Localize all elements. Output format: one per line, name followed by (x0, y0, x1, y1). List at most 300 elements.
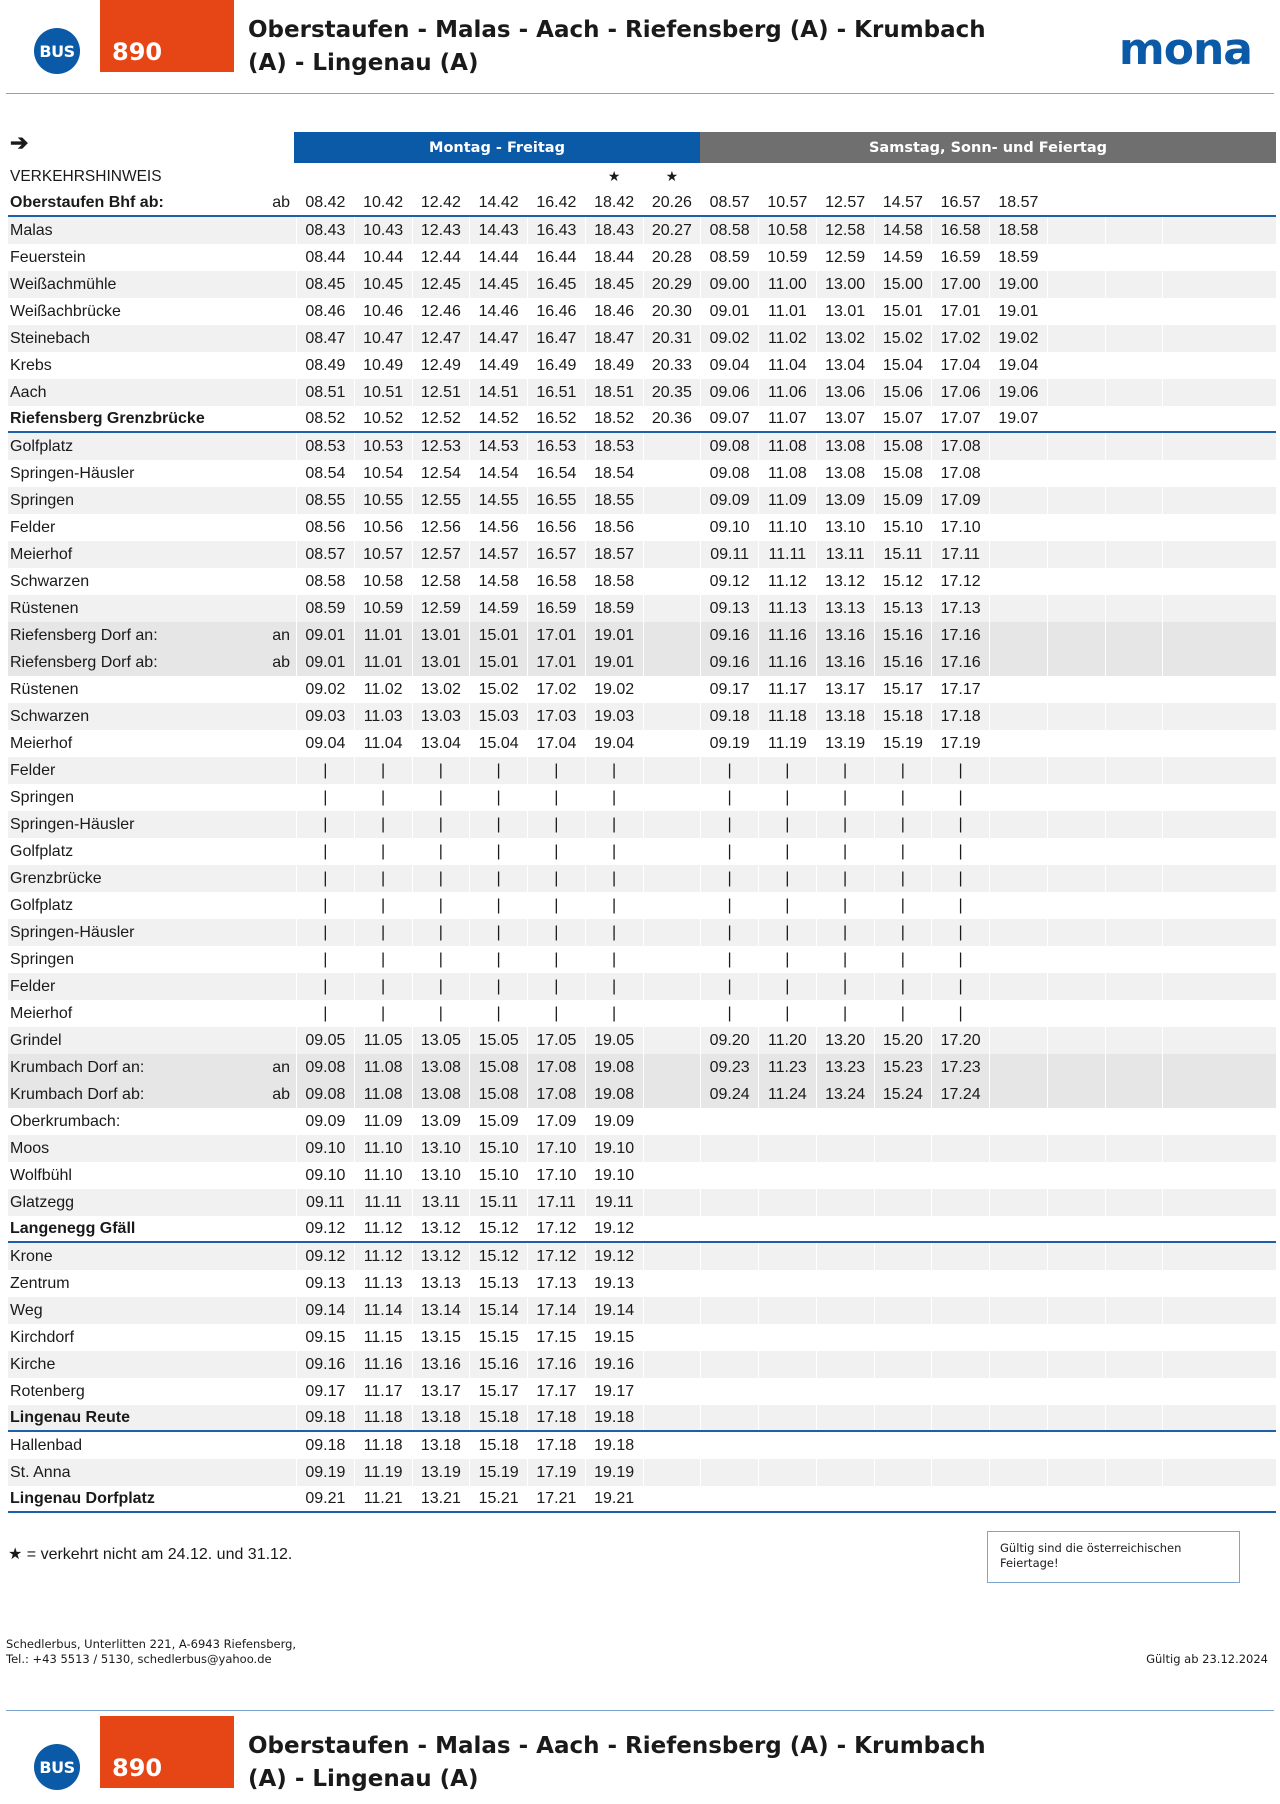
departure-time (874, 1405, 932, 1430)
departure-time (874, 1486, 932, 1511)
departure-time: 13.10 (816, 514, 874, 541)
departure-time: 09.01 (296, 649, 354, 676)
departure-time: 17.16 (527, 1351, 585, 1378)
departure-time: 13.13 (412, 1270, 470, 1297)
departure-time (1047, 892, 1105, 919)
departure-time (1162, 433, 1220, 460)
table-row (8, 217, 1276, 244)
stop-name: Springen (10, 788, 75, 806)
departure-time (1162, 1054, 1220, 1081)
departure-time: 11.19 (354, 1459, 412, 1486)
departure-time (700, 1189, 758, 1216)
table-row (8, 244, 1276, 271)
departure-time: 18.47 (585, 325, 643, 352)
departure-time: 18.43 (585, 217, 643, 244)
departure-time: 09.08 (296, 1081, 354, 1108)
page-header-repeat (0, 1716, 1280, 1804)
departure-time: 08.42 (296, 190, 354, 215)
departure-time (1162, 946, 1220, 973)
departure-time: 17.16 (931, 649, 989, 676)
stop-name: Springen (10, 491, 75, 509)
stop-name: Grenzbrücke (10, 869, 102, 887)
departure-time: 15.12 (469, 1216, 527, 1241)
departure-time (874, 1189, 932, 1216)
departure-time: | (412, 892, 470, 919)
departure-time: 08.58 (700, 217, 758, 244)
departure-time (1105, 433, 1163, 460)
departure-time (643, 919, 701, 946)
departure-time (989, 865, 1047, 892)
departure-time: 08.51 (296, 379, 354, 406)
table-row (8, 460, 1276, 487)
departure-time: 18.59 (585, 595, 643, 622)
departure-time (1162, 379, 1220, 406)
departure-time (1047, 946, 1105, 973)
departure-time: 12.47 (412, 325, 470, 352)
table-row (8, 676, 1276, 703)
departure-time: 10.59 (354, 595, 412, 622)
departure-time (1105, 1351, 1163, 1378)
departure-time (931, 1378, 989, 1405)
departure-time (758, 1405, 816, 1430)
departure-time (1047, 541, 1105, 568)
departure-time: 15.10 (469, 1162, 527, 1189)
departure-time: | (758, 946, 816, 973)
departure-time (1162, 1000, 1220, 1027)
departure-time (1047, 298, 1105, 325)
departure-time: 12.43 (412, 217, 470, 244)
departure-time (931, 1297, 989, 1324)
departure-time (1105, 892, 1163, 919)
departure-time: 17.08 (931, 460, 989, 487)
departure-time: 09.12 (296, 1243, 354, 1270)
departure-time: | (758, 838, 816, 865)
operator-info (6, 1637, 296, 1667)
stop-name: Rüstenen (10, 680, 79, 698)
departure-time (1162, 1108, 1220, 1135)
departure-time: 08.58 (296, 568, 354, 595)
departure-time: 14.54 (469, 460, 527, 487)
departure-time (1047, 676, 1105, 703)
stop-name: Schwarzen (10, 707, 90, 725)
departure-time (816, 1378, 874, 1405)
departure-time: 17.01 (527, 622, 585, 649)
departure-time (989, 1459, 1047, 1486)
departure-time (1105, 946, 1163, 973)
departure-time (931, 1432, 989, 1459)
traffic-hint-row (8, 163, 1276, 190)
departure-time: 13.21 (412, 1486, 470, 1511)
departure-time (643, 838, 701, 865)
table-row (8, 1027, 1276, 1054)
period-weekend: Samstag, Sonn- und Feiertag (700, 132, 1276, 163)
departure-time: 12.59 (412, 595, 470, 622)
departure-time: 10.57 (354, 541, 412, 568)
departure-time (1047, 487, 1105, 514)
departure-time: 09.15 (296, 1324, 354, 1351)
line-number: 890 (100, 1716, 234, 1788)
departure-time: 17.18 (527, 1432, 585, 1459)
departure-time (1105, 379, 1163, 406)
stop-name: Grindel (10, 1031, 62, 1049)
departure-time: 10.54 (354, 460, 412, 487)
departure-time (758, 1135, 816, 1162)
departure-time: 09.24 (700, 1081, 758, 1108)
departure-time: 15.04 (469, 730, 527, 757)
departure-time: 13.06 (816, 379, 874, 406)
departure-time: 19.12 (585, 1243, 643, 1270)
direction-arrow-icon: ➔ (10, 130, 29, 155)
departure-time: 13.01 (412, 649, 470, 676)
departure-time (1105, 1000, 1163, 1027)
table-row (8, 649, 1276, 676)
departure-time (1162, 784, 1220, 811)
table-row (8, 541, 1276, 568)
departure-time: 08.59 (700, 244, 758, 271)
departure-time: 11.09 (354, 1108, 412, 1135)
departure-time (758, 1351, 816, 1378)
departure-time: | (469, 973, 527, 1000)
departure-time (1105, 487, 1163, 514)
departure-time: | (469, 865, 527, 892)
departure-time: | (758, 865, 816, 892)
departure-time: 16.43 (527, 217, 585, 244)
departure-time (1162, 352, 1220, 379)
departure-time: 09.18 (296, 1432, 354, 1459)
departure-time: 13.15 (412, 1324, 470, 1351)
departure-time: 08.52 (296, 406, 354, 431)
departure-time: 17.19 (527, 1459, 585, 1486)
departure-time (1162, 1405, 1220, 1430)
departure-time (1162, 1432, 1220, 1459)
departure-time (1047, 784, 1105, 811)
departure-time: | (700, 1000, 758, 1027)
arrival-departure-mark: ab (272, 193, 290, 211)
departure-time (1047, 1351, 1105, 1378)
departure-time: 14.57 (469, 541, 527, 568)
departure-time (1105, 244, 1163, 271)
stop-name: Riefensberg Dorf an: (10, 626, 158, 644)
stop-name: Kirchdorf (10, 1328, 75, 1346)
departure-time: 17.18 (931, 703, 989, 730)
departure-time: 11.06 (758, 379, 816, 406)
departure-time (700, 1216, 758, 1241)
departure-time (1105, 1216, 1163, 1241)
departure-time (643, 514, 701, 541)
departure-time: 14.45 (469, 271, 527, 298)
departure-time (1047, 1216, 1105, 1241)
departure-time: 13.02 (412, 676, 470, 703)
departure-time: 13.03 (412, 703, 470, 730)
departure-time (931, 1351, 989, 1378)
departure-time (1105, 919, 1163, 946)
departure-time: 11.11 (758, 541, 816, 568)
departure-time: 11.13 (758, 595, 816, 622)
departure-time (1162, 1216, 1220, 1241)
hint-cell (758, 163, 816, 190)
departure-time (1105, 649, 1163, 676)
arrival-departure-mark: ab (272, 653, 290, 671)
departure-time: 11.13 (354, 1270, 412, 1297)
departure-time: 18.52 (585, 406, 643, 431)
departure-time: 20.33 (643, 352, 701, 379)
departure-time: 14.49 (469, 352, 527, 379)
departure-time: 13.17 (412, 1378, 470, 1405)
table-row (8, 730, 1276, 757)
departure-time: 08.46 (296, 298, 354, 325)
departure-time: | (758, 784, 816, 811)
departure-time (989, 1216, 1047, 1241)
departure-time: 08.54 (296, 460, 354, 487)
departure-time: 10.53 (354, 433, 412, 460)
departure-time (816, 1297, 874, 1324)
departure-time: 17.06 (931, 379, 989, 406)
stop-name: Felder (10, 518, 56, 536)
departure-time (989, 811, 1047, 838)
departure-time: 17.09 (527, 1108, 585, 1135)
departure-time (1162, 1486, 1220, 1511)
departure-time (700, 1459, 758, 1486)
departure-time: | (469, 1000, 527, 1027)
departure-time: 15.18 (469, 1405, 527, 1430)
table-row (8, 703, 1276, 730)
departure-time: 09.19 (700, 730, 758, 757)
departure-time (1047, 271, 1105, 298)
departure-time: | (700, 811, 758, 838)
table-row (8, 1000, 1276, 1027)
departure-time: | (931, 784, 989, 811)
departure-time (643, 1000, 701, 1027)
table-row (8, 1405, 1276, 1432)
table-row (8, 973, 1276, 1000)
departure-time: 13.13 (816, 595, 874, 622)
departure-time: 10.58 (758, 217, 816, 244)
departure-time (1162, 568, 1220, 595)
departure-time: 13.01 (816, 298, 874, 325)
departure-time: 13.08 (816, 460, 874, 487)
departure-time: | (354, 784, 412, 811)
arrival-departure-mark: ab (272, 1085, 290, 1103)
departure-time: 10.58 (354, 568, 412, 595)
departure-time (700, 1324, 758, 1351)
departure-time: 16.57 (527, 541, 585, 568)
departure-time (1047, 1324, 1105, 1351)
departure-time (1105, 352, 1163, 379)
departure-time: 09.07 (700, 406, 758, 431)
departure-time: 09.09 (296, 1108, 354, 1135)
departure-time (1105, 838, 1163, 865)
departure-time: 09.21 (296, 1486, 354, 1511)
departure-time (1162, 811, 1220, 838)
departure-time: | (527, 919, 585, 946)
departure-time (643, 784, 701, 811)
departure-time (874, 1243, 932, 1270)
stop-name: Golfplatz (10, 896, 74, 914)
departure-time: 08.47 (296, 325, 354, 352)
departure-time: 08.57 (296, 541, 354, 568)
departure-time: 17.04 (527, 730, 585, 757)
departure-time (1047, 622, 1105, 649)
table-row (8, 946, 1276, 973)
departure-time (1162, 325, 1220, 352)
departure-time: 09.05 (296, 1027, 354, 1054)
departure-time: | (874, 973, 932, 1000)
departure-time: 09.11 (296, 1189, 354, 1216)
departure-time: 17.08 (931, 433, 989, 460)
departure-time: 11.16 (758, 622, 816, 649)
departure-time (643, 1486, 701, 1511)
departure-time: | (585, 784, 643, 811)
departure-time: 15.16 (874, 622, 932, 649)
departure-time: 11.00 (758, 271, 816, 298)
departure-time (989, 1486, 1047, 1511)
departure-time: 08.44 (296, 244, 354, 271)
departure-time (989, 1324, 1047, 1351)
departure-time: 09.08 (700, 460, 758, 487)
departure-time: 20.31 (643, 325, 701, 352)
table-row (8, 757, 1276, 784)
departure-time (1047, 352, 1105, 379)
departure-time: 13.16 (412, 1351, 470, 1378)
departure-time: 19.04 (989, 352, 1047, 379)
departure-time: | (816, 784, 874, 811)
departure-time: 17.13 (527, 1270, 585, 1297)
departure-time (989, 622, 1047, 649)
departure-time: | (585, 865, 643, 892)
departure-time: | (816, 973, 874, 1000)
departure-time (1105, 1108, 1163, 1135)
departure-time: 11.12 (354, 1243, 412, 1270)
departure-time (643, 595, 701, 622)
departure-time (931, 1135, 989, 1162)
departure-time: 17.08 (527, 1081, 585, 1108)
departure-time (1162, 271, 1220, 298)
departure-time: 18.59 (989, 244, 1047, 271)
departure-time: 14.51 (469, 379, 527, 406)
departure-time (816, 1324, 874, 1351)
stop-name: Krumbach Dorf ab: (10, 1085, 145, 1103)
departure-time: 09.04 (296, 730, 354, 757)
departure-time (1162, 1081, 1220, 1108)
stop-name: Riefensberg Dorf ab: (10, 653, 158, 671)
departure-time (643, 1324, 701, 1351)
table-row (8, 1297, 1276, 1324)
departure-time (643, 433, 701, 460)
stop-name: Golfplatz (10, 842, 74, 860)
departure-time (1047, 865, 1105, 892)
departure-time (816, 1351, 874, 1378)
stop-name: Aach (10, 383, 47, 401)
departure-time (1105, 1324, 1163, 1351)
departure-time (758, 1459, 816, 1486)
departure-time: 09.13 (700, 595, 758, 622)
stop-name: Meierhof (10, 545, 73, 563)
table-row (8, 595, 1276, 622)
departure-time (1162, 1243, 1220, 1270)
departure-time (1047, 1486, 1105, 1511)
departure-time (989, 676, 1047, 703)
departure-time (931, 1486, 989, 1511)
departure-time: 17.12 (931, 568, 989, 595)
stop-name: Felder (10, 977, 56, 995)
departure-time (816, 1243, 874, 1270)
departure-time (1105, 865, 1163, 892)
departure-time (1047, 1081, 1105, 1108)
departure-time (931, 1189, 989, 1216)
departure-time (1105, 703, 1163, 730)
departure-time (700, 1162, 758, 1189)
departure-time (758, 1486, 816, 1511)
departure-time: 17.12 (527, 1216, 585, 1241)
stop-name: Springen-Häusler (10, 815, 135, 833)
departure-time: | (412, 946, 470, 973)
departure-time: | (469, 919, 527, 946)
departure-time: 08.55 (296, 487, 354, 514)
departure-time: 18.57 (989, 190, 1047, 215)
departure-time: 17.23 (931, 1054, 989, 1081)
departure-time: 14.55 (469, 487, 527, 514)
departure-time (1162, 1459, 1220, 1486)
departure-time (1047, 460, 1105, 487)
departure-time (758, 1270, 816, 1297)
departure-time (1162, 1270, 1220, 1297)
departure-time: 09.16 (700, 649, 758, 676)
departure-time: 19.03 (585, 703, 643, 730)
departure-time (874, 1135, 932, 1162)
departure-time: | (816, 757, 874, 784)
departure-time (1162, 244, 1220, 271)
departure-time: | (296, 784, 354, 811)
departure-time (1047, 757, 1105, 784)
departure-time: 15.08 (469, 1081, 527, 1108)
departure-time: 16.49 (527, 352, 585, 379)
stop-name: Steinebach (10, 329, 91, 347)
hint-cell (412, 163, 470, 190)
departure-time (874, 1162, 932, 1189)
stop-name: Feuerstein (10, 248, 86, 266)
departure-time (643, 703, 701, 730)
departure-time: 17.11 (931, 541, 989, 568)
departure-time: | (758, 919, 816, 946)
departure-time: 10.51 (354, 379, 412, 406)
departure-time (931, 1459, 989, 1486)
operator-contact: Tel.: +43 5513 / 5130, schedlerbus@yahoo.de (6, 1652, 272, 1666)
departure-time (1047, 217, 1105, 244)
departure-time: | (874, 811, 932, 838)
timetable-rows (8, 163, 1276, 1513)
departure-time: 11.02 (758, 325, 816, 352)
departure-time: 17.20 (931, 1027, 989, 1054)
departure-time: 13.16 (816, 649, 874, 676)
departure-time: 09.01 (296, 622, 354, 649)
departure-time (700, 1108, 758, 1135)
departure-time (1162, 1162, 1220, 1189)
departure-time: 10.45 (354, 271, 412, 298)
departure-time (874, 1432, 932, 1459)
departure-time: | (296, 757, 354, 784)
departure-time (816, 1135, 874, 1162)
departure-time: 15.09 (469, 1108, 527, 1135)
departure-time (989, 541, 1047, 568)
departure-time (643, 1135, 701, 1162)
departure-time: 14.59 (469, 595, 527, 622)
departure-time: 17.02 (931, 325, 989, 352)
departure-time: 15.12 (874, 568, 932, 595)
departure-time: 15.13 (874, 595, 932, 622)
departure-time: 15.09 (874, 487, 932, 514)
departure-time: 20.36 (643, 406, 701, 431)
departure-time: 16.54 (527, 460, 585, 487)
